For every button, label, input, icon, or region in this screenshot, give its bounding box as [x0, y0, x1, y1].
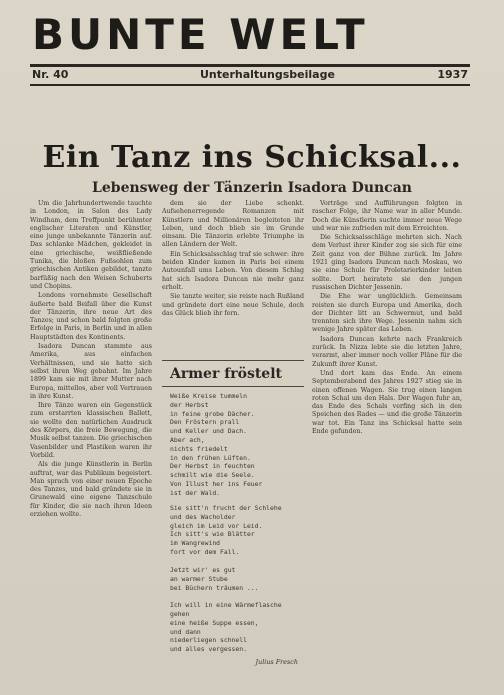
poem-line: Den Fröstern prall — [170, 418, 240, 427]
poem-line: Aber ach, — [170, 435, 205, 444]
poem-line: Ich will in eine Wärmeflasche gehen — [170, 601, 282, 618]
paragraph: Isadora Duncan stammte aus Amerika, aus einfachen Verhältnissen, und sie hatte sich selbst ihren Weg gebahnt. Im Jahre 1899 kam sie mit ihrer Mutter nach Europa, mittellos, aber voll Vertrauen in ihre Kunst. — [30, 343, 152, 400]
paragraph: Und dort kam das Ende. An einem Septemberabend des Jahres 1927 stieg sie in einen offenen Wagen. Sie trug einen langen roten Schal um den Hals. Der Wagen fuhr an, das Ende des Schals verfing sich in den Speichen des Rades — und die große Tänzerin war tot. Ein Tanz ins Schicksal hatte sein Ende gefunden. — [312, 369, 462, 436]
article-column-1 — [30, 200, 152, 670]
paragraph: Als die junge Künstlerin in Berlin auftrat, war das Publikum begeistert. Man sprach von einer neuen Epoche des Tanzes, und bald gründete sie in Grunewald eine eigene Tanzschule für Kinder, die sie nach ihren Ideen erziehen wollte. — [30, 461, 152, 518]
paragraph: dem sie der Liebe schenkt. Aufsehenerregende Romanzen mit Künstlern und Millionären begleiteten ihr Leben, und doch blieb sie im Grunde einsam. Die Tänzerin erlebte Triumphe in allen Ländern der Welt. — [162, 200, 304, 249]
masthead-rule-bottom — [30, 84, 470, 86]
article-subheadline: Lebensweg der Tänzerin Isadora Duncan — [92, 180, 412, 196]
paragraph: Ihre Tänze waren ein Gegenstück zum erstarrten klassischen Ballett, sie wollte den natürlichen Ausdruck des Körpers, die freie Bewegung, die Musik selbst tanzen. Die griechischen Vasenbilder und Plastiken waren ihr Vorbild. — [30, 402, 152, 459]
poem-line: und alles vergessen. — [170, 645, 247, 654]
poem-line: nichts friedelt — [170, 444, 228, 453]
poem-line: und des Wacholder — [170, 512, 236, 521]
issue-number: Nr. 40 — [32, 68, 69, 81]
poem-line: Der Herbst in feuchten — [170, 462, 255, 471]
poem-author: Julius Fresch — [255, 658, 298, 666]
paragraph: Die Schicksalsschläge mehrten sich. Nach dem Verlust ihrer Kinder zog sie sich für eine Zeit ganz von der Bühne zurück. Im Jahre 1921 ging Isadora Duncan nach Moskau, wo sie eine Schule für Proletarierkinder leiten sollte. Dort heiratete sie den jungen russischen Dichter Jessenin. — [312, 234, 462, 291]
masthead-title: BUNTE WELT — [32, 10, 369, 59]
paragraph: Vorträge und Aufführungen folgten in rascher Folge, ihr Name war in aller Munde. Doch die Künstlerin suchte immer neue Wege und war nie zufrieden mit dem Erreichten. — [312, 200, 462, 232]
poem-line: der Herbst — [170, 400, 209, 409]
poem-line: ist der Wald. — [170, 488, 221, 497]
paragraph: Ein Schicksalsschlag traf sie schwer: ihre beiden Kinder kamen in Paris bei einem Autounfall ums Leben. Von diesem Schlag hat sich Isadora Duncan nie mehr ganz erholt. — [162, 250, 304, 291]
poem-line: in den frühen Lüften. — [170, 453, 251, 462]
paragraph: Um die Jahrhundertwende tauchte in London, in Salon des Lady Windham, dem Treffpunkt berühmter englischer Literaten und Künstler, eine junge unbekannte Tänzerin auf. Das schlanke Mädchen, gekleidet in eine griechische, weißfließende Tunika, die bloßen Fußsohlen zum griechischen Antiken gebildet, tanzte barfüßig nach den Weisen Schuberts und Chopins. — [30, 200, 152, 290]
poem-box — [162, 360, 304, 670]
poem-line: Weiße Kreise tummeln — [170, 392, 247, 400]
poem-line: in feine grobe Dächer. — [170, 409, 255, 418]
poem-rule-top — [162, 360, 304, 361]
poem-line: Von Illust her ins Feuer — [170, 479, 263, 488]
issue-year: 1937 — [437, 68, 468, 81]
poem-stanza-2 — [170, 504, 296, 557]
poem-line: eine heiße Suppe essen, — [170, 618, 259, 627]
masthead-meta — [30, 68, 470, 84]
poem-line: gleich im Leid vor Leid. — [170, 521, 263, 530]
paragraph: Sie tanzte weiter, sie reiste nach Rußland und gründete dort eine neue Schule, doch das Glück blieb ihr fern. — [162, 293, 304, 317]
poem-line — [170, 592, 296, 601]
article-column-3 — [312, 200, 462, 670]
masthead-rule-top — [30, 64, 470, 67]
poem-line: Sie sitt'n frucht der Schlehe — [170, 504, 282, 512]
article-column-2 — [162, 200, 304, 350]
poem-line: fort vor dem Fall. — [170, 547, 240, 556]
poem-title: Armer fröstelt — [170, 366, 282, 382]
poem-line: und Keller und Dach. — [170, 427, 247, 436]
poem-line: an warmer Stube — [170, 574, 228, 583]
poem-line: bei Büchern träumen ... — [170, 583, 259, 592]
poem-line: und dann — [170, 627, 201, 636]
paragraph: Isadora Duncan kehrte nach Frankreich zurück. In Nizza lebte sie die letzten Jahre, verarmt, aber immer noch voller Pläne für die Zukunft ihrer Kunst. — [312, 335, 462, 368]
poem-rule-mid — [162, 386, 304, 387]
poem-line: schmilt wie die Seele. — [170, 471, 255, 480]
paragraph: Die Ehe war unglücklich. Gemeinsam reisten sie durch Europa und Amerika, doch der Dichter litt an Schwermut, und bald trennten sich ihre Wege. Jessenin nahm sich wenige Jahre später das Leben. — [312, 293, 462, 334]
poem-stanza-3 — [170, 566, 296, 654]
masthead — [30, 6, 470, 84]
paragraph: Londons vornehmste Gesellschaft äußerte bald Beifall über die Kunst der Tänzerin, ihre neue Art des Tanzes; und schon bald folgten große Erfolge in Paris, in Berlin und in allen Hauptstädten des Kontinents. — [30, 292, 152, 341]
poem-line: Jetzt wir' es gut — [170, 566, 236, 574]
poem-stanza-1 — [170, 392, 296, 498]
poem-line: niederliegen schnell — [170, 636, 247, 645]
article-headline: Ein Tanz ins Schicksal... — [42, 140, 462, 175]
supplement-label: Unterhaltungsbeilage — [200, 68, 335, 81]
poem-line: Ich sitt's wie Blätter — [170, 530, 255, 539]
poem-line: im Wangrewind — [170, 539, 221, 548]
